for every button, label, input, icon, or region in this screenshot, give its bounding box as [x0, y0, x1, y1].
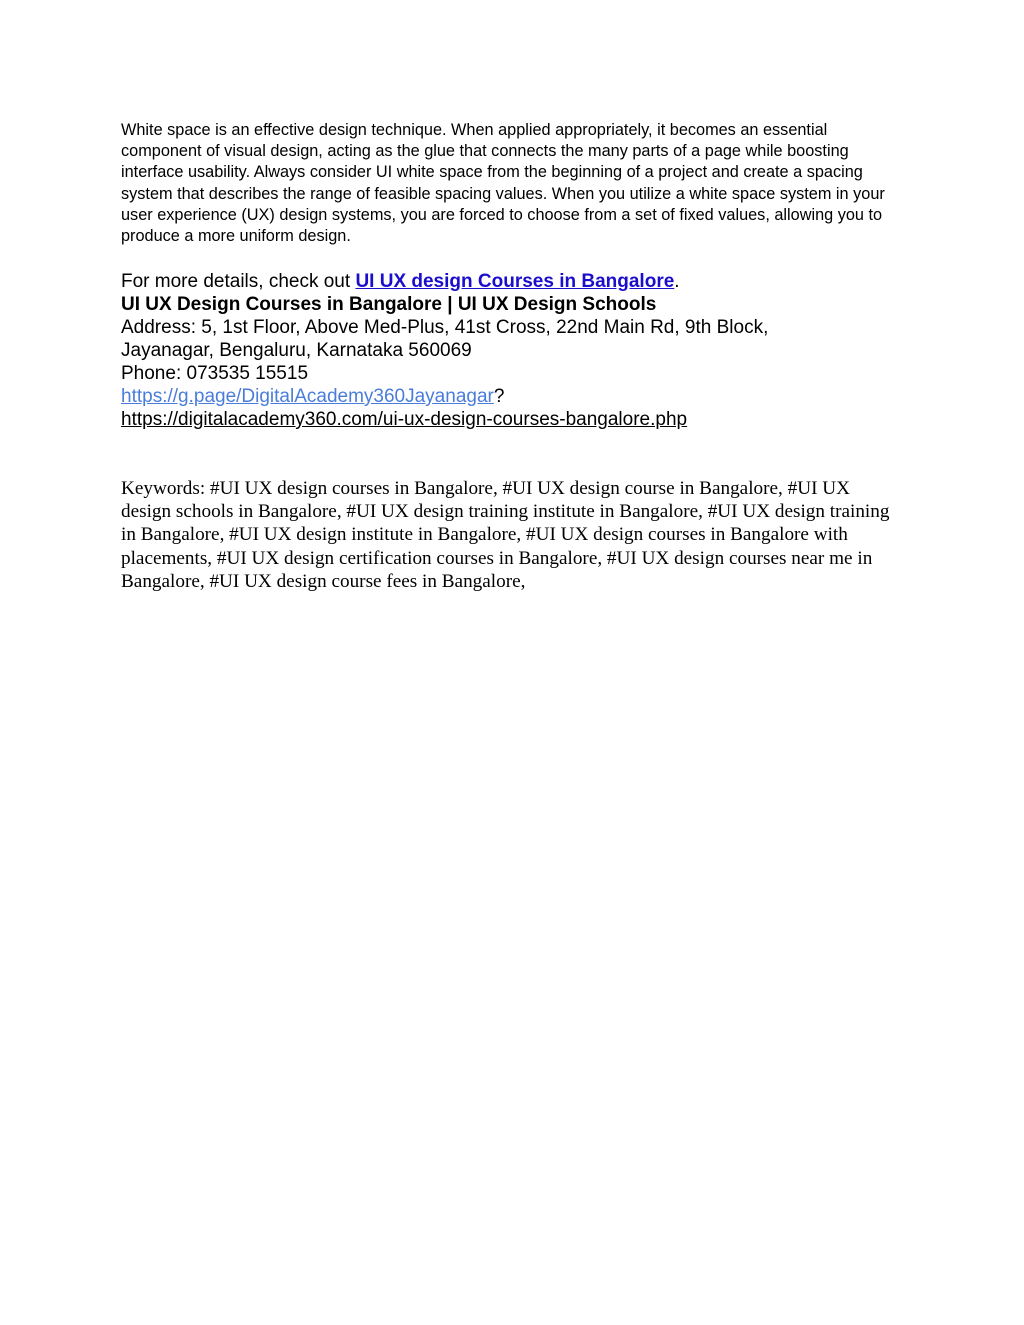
maps-line [121, 385, 921, 408]
site-link[interactable]: https://digitalacademy360.com/ui-ux-design-courses-bangalore.php [121, 409, 688, 430]
site-line [121, 408, 921, 431]
maps-link[interactable]: https://g.page/DigitalAcademy360Jayanagar [121, 386, 494, 407]
course-link[interactable]: UI UX design Courses in Bangalore [355, 271, 675, 292]
phone-line: Phone: 073535 15515 [121, 363, 309, 384]
more-details-suffix: . [674, 271, 680, 292]
keywords-paragraph: Keywords: #UI UX design courses in Bangalore, #UI UX design course in Bangalore, #UI UX design schools in Bangalore, #UI UX design training institute in Bangalore, #UI UX design training in Bangalore, #UI UX design institute in Bangalore, #UI UX design courses in Bangalore with placements, #UI UX design certification courses in Bangalore, #UI UX design courses near me in Bangalore, #UI UX design course fees in Bangalore, [121, 478, 890, 592]
address-line-1: Address: 5, 1st Floor, Above Med-Plus, 41st Cross, 22nd Main Rd, 9th Block, [121, 317, 769, 338]
address-line-2: Jayanagar, Bengaluru, Karnataka 560069 [121, 340, 472, 361]
more-details-prefix: For more details, check out [121, 271, 356, 292]
maps-link-suffix: ? [493, 386, 505, 407]
business-title: UI UX Design Courses in Bangalore | UI UX Design Schools [121, 294, 657, 315]
contact-block [121, 270, 921, 431]
more-details-line [121, 270, 921, 293]
intro-paragraph: White space is an effective design technique. When applied appropriately, it becomes an essential component of visual design, acting as the glue that connects the many parts of a page while boosting interface usability. Always consider UI white space from the beginning of a project and create a spacing system that describes the range of feasible spacing values. When you utilize a white space system in your user experience (UX) design systems, you are forced to choose from a set of fixed values, allowing you to produce a more uniform design. [121, 121, 885, 246]
